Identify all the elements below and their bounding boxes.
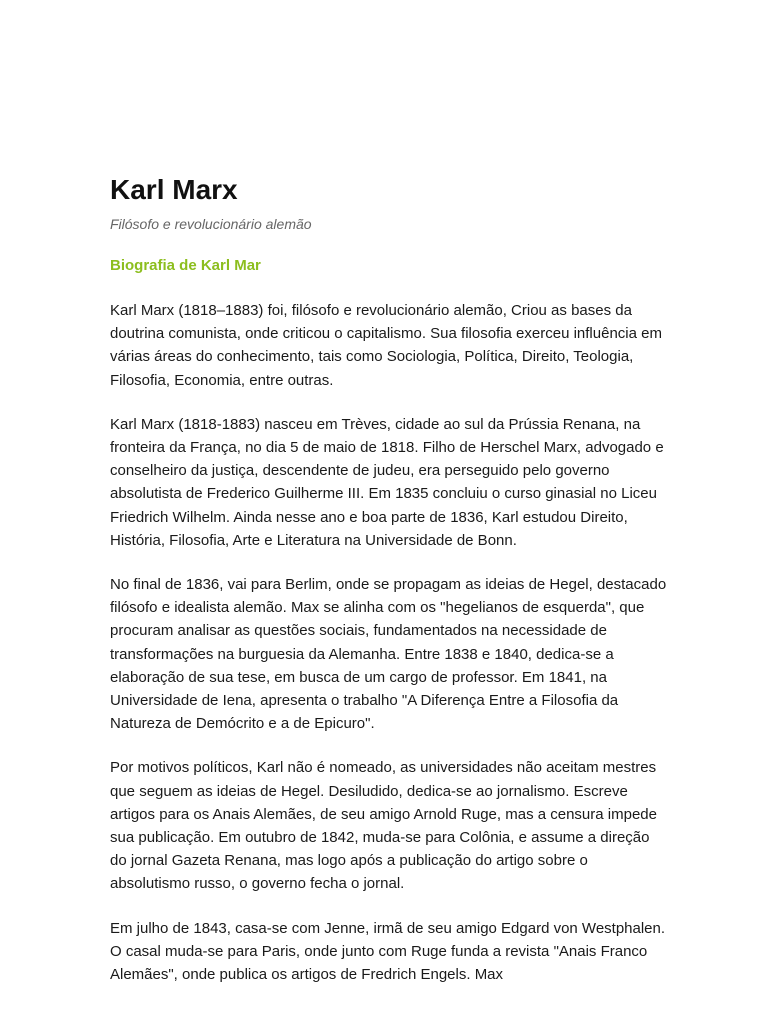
page-subtitle: Filósofo e revolucionário alemão (110, 216, 312, 232)
paragraph: Karl Marx (1818–1883) foi, filósofo e revolucionário alemão, Criou as bases da doutrina comunista, onde criticou o capitalismo. Sua filosofia exerceu influência em várias áreas do conhecimento, tais como Sociologia, Política, Direito, Teologia, Filosofia, Economia, entre outras. (110, 302, 662, 389)
paragraph: Por motivos políticos, Karl não é nomeado, as universidades não aceitam mestres que seguem as ideias de Hegel. Desiludido, dedica-se ao jornalismo. Escreve artigos para os Anais Alemães, de seu amigo Arnold Ruge, mas a censura impede sua publicação. Em outubro de 1842, muda-se para Colônia, e assume a direção do jornal Gazeta Renana, mas logo após a publicação do artigo sobre o absolutismo russo, o governo fecha o jornal. (110, 759, 657, 893)
section-heading: Biografia de Karl Mar (110, 257, 261, 274)
page-title: Karl Marx (110, 174, 238, 205)
paragraph: Karl Marx (1818-1883) nasceu em Trèves, cidade ao sul da Prússia Renana, na fronteira da França, no dia 5 de maio de 1818. Filho de Herschel Marx, advogado e conselheiro da justiça, descendente de judeu, era perseguido pelo governo absolutista de Frederico Guilherme III. Em 1835 concluiu o curso ginasial no Liceu Friedrich Wilhelm. Ainda nesse ano e boa parte de 1836, Karl estudou Direito, História, Filosofia, Arte e Literatura na Universidade de Bonn. (110, 415, 664, 549)
paragraph: Em julho de 1843, casa-se com Jenne, irmã de seu amigo Edgard von Westphalen. O casal muda-se para Paris, onde junto com Ruge funda a revista "Anais Franco Alemães", onde publica os artigos de Fredrich Engels. Max (110, 919, 666, 984)
paragraph: No final de 1836, vai para Berlim, onde se propagam as ideias de Hegel, destacado filósofo e idealista alemão. Max se alinha com os "hegelianos de esquerda", que procuram analisar as questões sociais, fundamentados na necessidade de transformações na burguesia da Alemanha. Entre 1838 e 1840, dedica-se a elaboração de sua tese, em busca de um cargo de professor. Em 1841, na Universidade de Iena, apresenta o trabalho "A Diferença Entre a Filosofia da Natureza de Demócrito e a de Epicuro". (110, 576, 667, 733)
document-page (110, 172, 670, 986)
